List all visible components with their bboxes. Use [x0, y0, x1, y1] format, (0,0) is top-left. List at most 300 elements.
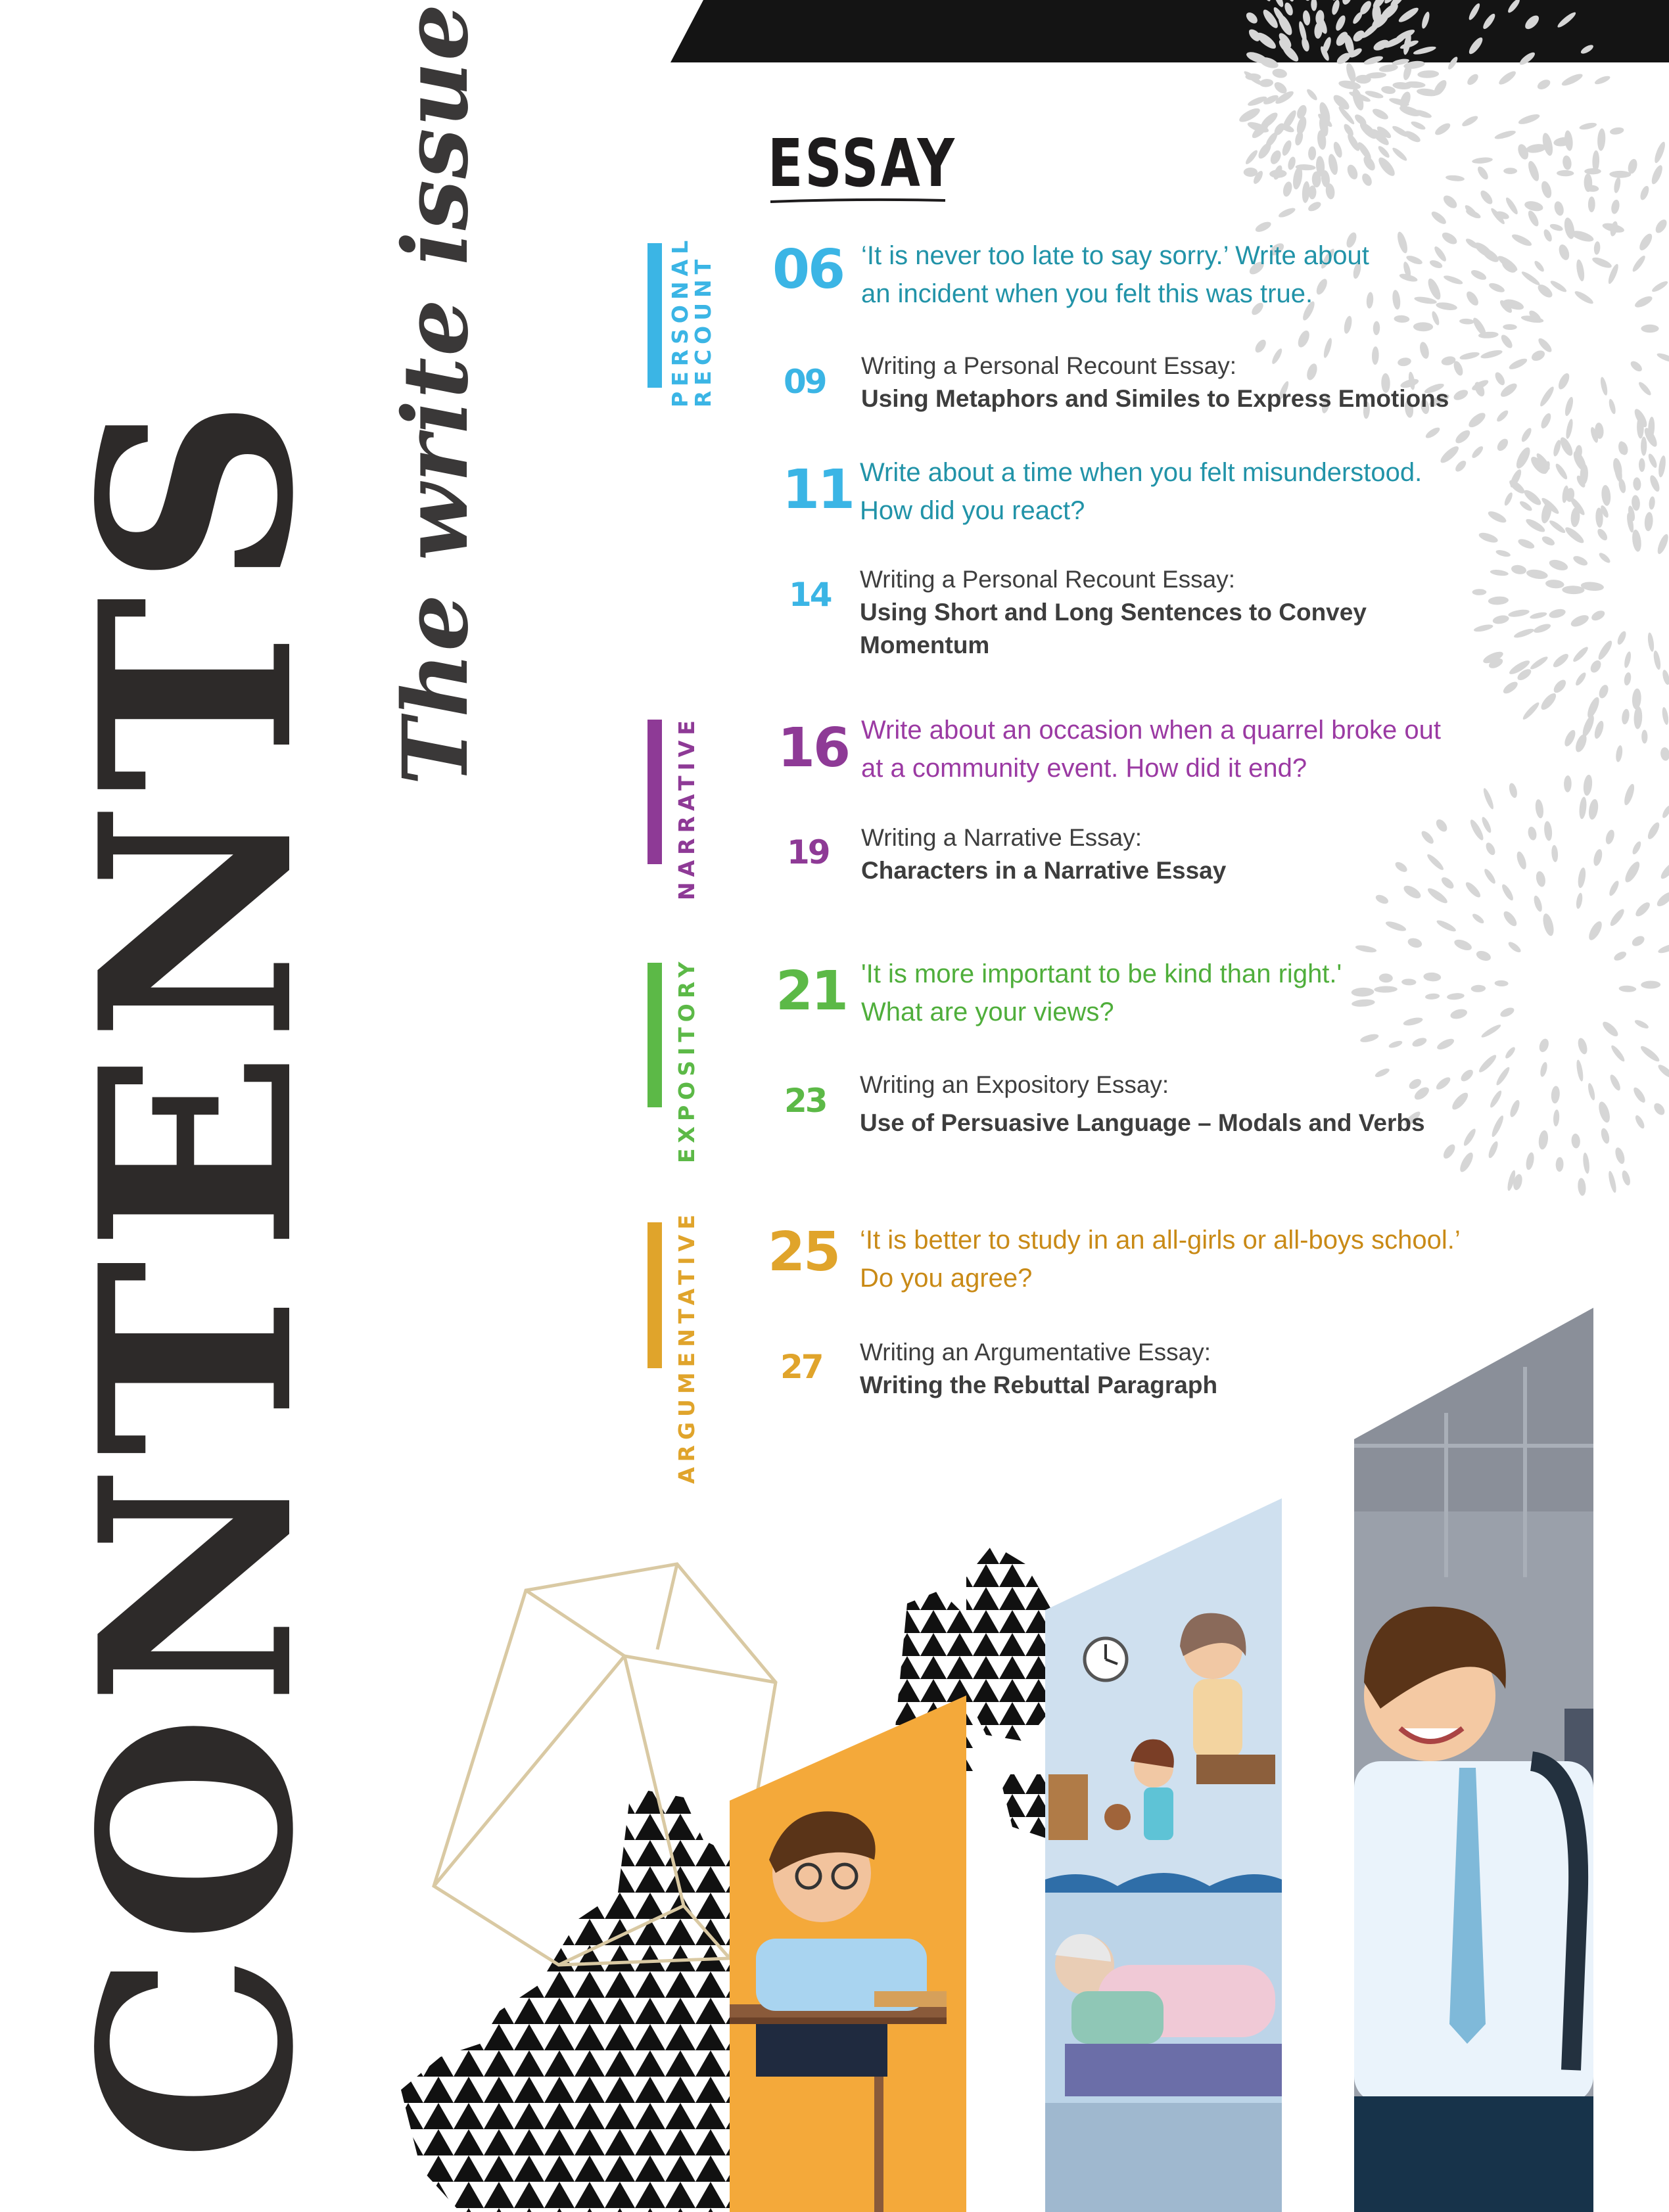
brush-stroke-mark	[1413, 322, 1433, 331]
brush-stroke-mark	[1587, 1082, 1596, 1101]
brush-stroke-mark	[1553, 1109, 1560, 1126]
section-heading: ESSAY	[768, 125, 957, 202]
brush-stroke-mark	[1540, 180, 1553, 200]
brush-stroke-mark	[1472, 156, 1493, 164]
brush-stroke-mark	[1592, 150, 1600, 172]
brush-stroke-mark	[1410, 120, 1426, 131]
brush-stroke-mark	[1302, 0, 1312, 1]
brush-stroke-mark	[1553, 200, 1565, 217]
brush-stroke-mark	[1526, 209, 1541, 227]
category-bar-expository	[647, 963, 662, 1107]
brush-stroke-mark	[1578, 796, 1587, 819]
brush-stroke-mark	[1514, 446, 1533, 471]
brush-stroke-mark	[1580, 43, 1595, 55]
brush-stroke-mark	[1352, 998, 1375, 1007]
brush-stroke-mark	[1438, 444, 1461, 465]
page-number[interactable]: 19	[787, 833, 829, 871]
brush-stroke-mark	[1478, 531, 1499, 545]
category-label-personal-recount: PERSONAL RECOUNT	[667, 235, 716, 407]
brush-stroke-mark	[1259, 78, 1274, 87]
brush-stroke-mark	[1436, 918, 1457, 933]
student-at-desk-panel	[730, 1695, 966, 2212]
brush-stroke-mark	[1477, 1053, 1498, 1074]
brush-stroke-mark	[1520, 269, 1541, 287]
brush-stroke-mark	[1622, 860, 1642, 885]
brush-stroke-mark	[1631, 841, 1643, 856]
brush-stroke-mark	[1461, 114, 1479, 129]
brush-stroke-mark	[1579, 122, 1597, 131]
brush-stroke-mark	[1632, 688, 1642, 710]
brush-stroke-mark	[1639, 1044, 1661, 1064]
brush-stroke-mark	[1447, 992, 1465, 1000]
brush-stroke-mark	[1508, 782, 1518, 798]
brush-stroke-mark	[1631, 254, 1647, 273]
brush-stroke-mark	[1359, 1032, 1380, 1044]
brush-stroke-mark	[1574, 671, 1587, 687]
brush-stroke-mark	[1548, 518, 1567, 535]
brush-stroke-mark	[1277, 206, 1296, 219]
brush-stroke-mark	[1420, 829, 1436, 846]
brush-stroke-mark	[1396, 231, 1409, 254]
brush-stroke-mark	[1649, 164, 1664, 185]
brush-stroke-mark	[1551, 845, 1558, 863]
brush-stroke-mark	[1593, 720, 1605, 739]
brush-stroke-mark	[1244, 11, 1259, 26]
brush-stroke-mark	[1481, 12, 1497, 30]
brush-stroke-mark	[1629, 359, 1644, 373]
brush-stroke-mark	[1577, 1178, 1586, 1196]
brush-stroke-mark	[1558, 436, 1575, 458]
brush-stroke-mark	[1414, 296, 1438, 306]
brush-stroke-mark	[1584, 173, 1592, 192]
brush-stroke-mark	[1379, 973, 1394, 983]
brush-stroke-mark	[1504, 1046, 1517, 1059]
heading-underline	[769, 197, 947, 204]
brush-stroke-mark	[1582, 774, 1593, 796]
brush-stroke-mark	[1641, 729, 1647, 743]
brush-stroke-mark	[1639, 458, 1645, 472]
brush-stroke-mark	[1590, 609, 1607, 622]
brush-stroke-mark	[1541, 132, 1555, 157]
category-label-narrative: NARRATIVE	[674, 715, 699, 900]
brush-stroke-mark	[1488, 596, 1509, 606]
brush-stroke-mark	[1620, 1170, 1632, 1187]
brush-stroke-mark	[1545, 579, 1565, 589]
brush-stroke-mark	[1576, 1037, 1589, 1055]
toc-entry-prompt[interactable]: 'It is more important to be kind than right.' What are your views?	[861, 959, 1342, 1026]
brush-stroke-mark	[1463, 204, 1479, 219]
brush-stroke-mark	[1526, 568, 1549, 581]
toc-entry-prompt[interactable]: Write about a time when you felt misunderstood. How did you react?	[860, 458, 1422, 525]
brush-stroke-mark	[1630, 934, 1646, 948]
brush-stroke-mark	[1511, 232, 1533, 248]
toc-entry-lesson[interactable]: Writing an Expository Essay: Use of Persuasive Language – Modals and Verbs	[860, 1071, 1425, 1136]
page-number[interactable]: 25	[768, 1221, 839, 1283]
brush-stroke-mark	[1426, 852, 1446, 871]
brush-stroke-mark	[1532, 622, 1551, 635]
category-label-expository: EXPOSITORY	[674, 956, 699, 1163]
page-number[interactable]: 16	[778, 717, 849, 779]
toc-entry-prompt[interactable]: ‘It is never too late to say sorry.’ Write about an incident when you felt this was true.	[861, 241, 1369, 308]
brush-stroke-mark	[1334, 14, 1347, 32]
brush-stroke-mark	[1656, 352, 1669, 364]
brush-stroke-mark	[1621, 708, 1630, 725]
brush-stroke-mark	[1551, 652, 1570, 670]
category-bar-narrative	[647, 720, 662, 864]
brush-stroke-mark	[1557, 371, 1572, 390]
brush-stroke-mark	[1499, 333, 1515, 350]
brush-stroke-mark	[1634, 1019, 1650, 1030]
brush-stroke-mark	[1424, 426, 1441, 440]
brush-stroke-mark	[1539, 691, 1559, 712]
brush-stroke-mark	[1604, 829, 1616, 845]
brush-stroke-mark	[1601, 484, 1611, 506]
brush-stroke-mark	[1641, 436, 1647, 455]
brush-stroke-mark	[1351, 987, 1374, 997]
brush-stroke-mark	[1464, 880, 1483, 899]
brush-stroke-mark	[1556, 11, 1578, 30]
brush-stroke-mark	[1516, 537, 1536, 550]
brush-stroke-mark	[1564, 130, 1574, 152]
brush-stroke-mark	[1443, 274, 1464, 286]
brush-stroke-mark	[1305, 87, 1319, 101]
brush-stroke-mark	[1591, 256, 1613, 270]
brush-stroke-mark	[1577, 867, 1587, 888]
brush-stroke-mark	[1574, 733, 1589, 754]
brush-stroke-mark	[1384, 919, 1407, 933]
brush-stroke-mark	[1492, 614, 1510, 625]
brush-stroke-mark	[1597, 683, 1610, 699]
brush-stroke-mark	[1490, 569, 1509, 577]
brush-stroke-mark	[1417, 70, 1439, 78]
brush-stroke-mark	[1503, 324, 1517, 330]
brush-stroke-mark	[1596, 639, 1614, 661]
brush-stroke-mark	[1535, 870, 1547, 888]
brush-stroke-mark	[1597, 551, 1612, 565]
brush-stroke-mark	[1346, 163, 1360, 181]
brush-stroke-mark	[1524, 200, 1544, 213]
brush-stroke-mark	[1653, 650, 1662, 670]
brush-stroke-mark	[1244, 149, 1259, 166]
page-number[interactable]: 21	[776, 960, 847, 1023]
brush-stroke-mark	[1467, 2, 1482, 21]
brush-stroke-mark	[1653, 141, 1667, 164]
brush-stroke-mark	[1446, 175, 1465, 182]
brush-stroke-mark	[1632, 1086, 1647, 1104]
brush-stroke-mark	[1623, 672, 1632, 686]
brush-stroke-mark	[1487, 1140, 1500, 1159]
brush-stroke-mark	[1397, 5, 1420, 24]
brush-stroke-mark	[1563, 525, 1586, 545]
brush-stroke-mark	[1360, 172, 1374, 187]
brush-stroke-mark	[1569, 613, 1590, 630]
brush-stroke-mark	[1482, 787, 1495, 810]
brush-stroke-mark	[1432, 245, 1448, 264]
brush-stroke-mark	[1296, 329, 1311, 349]
brush-stroke-mark	[1648, 474, 1661, 493]
brush-stroke-mark	[1457, 1151, 1475, 1174]
toc-entry-lesson[interactable]: Writing a Personal Recount Essay: Using Metaphors and Similes to Express Emotions	[861, 352, 1449, 412]
brush-stroke-mark	[1661, 706, 1669, 725]
brush-stroke-mark	[1584, 168, 1601, 174]
brush-stroke-mark	[1551, 1086, 1561, 1104]
page-number[interactable]: 14	[789, 576, 831, 614]
brush-stroke-mark	[1441, 193, 1459, 211]
schoolboy-with-backpack-panel	[1354, 1308, 1593, 2212]
brush-stroke-mark	[1508, 357, 1529, 372]
brush-stroke-mark	[1503, 492, 1514, 507]
brush-stroke-mark	[1434, 1075, 1452, 1092]
brush-stroke-mark	[1521, 701, 1541, 721]
brush-stroke-mark	[1563, 396, 1574, 417]
brush-stroke-mark	[1557, 170, 1574, 177]
brush-stroke-mark	[1633, 477, 1641, 491]
toc-entry-prompt[interactable]: Write about an occasion when a quarrel broke out at a community event. How did it end?	[861, 716, 1442, 783]
brush-stroke-mark	[1308, 146, 1317, 160]
brush-stroke-mark	[1593, 241, 1601, 255]
brush-stroke-mark	[1459, 351, 1480, 361]
brush-stroke-mark	[1440, 875, 1455, 890]
contents-title: CONTENTS	[43, 388, 352, 2162]
brush-stroke-mark	[1472, 589, 1486, 595]
brush-stroke-mark	[1446, 55, 1459, 70]
page-number[interactable]: 09	[784, 363, 826, 401]
brush-stroke-mark	[1586, 919, 1604, 942]
brush-stroke-mark	[1652, 1101, 1667, 1117]
brush-stroke-mark	[1340, 0, 1353, 6]
brush-stroke-mark	[1539, 1061, 1548, 1077]
brush-stroke-mark	[1525, 1151, 1536, 1170]
grandmother-and-child-panel	[1045, 1498, 1282, 1906]
brush-stroke-mark	[1511, 564, 1527, 575]
page-number[interactable]: 06	[772, 239, 844, 301]
brush-stroke-mark	[1551, 678, 1568, 695]
brush-stroke-mark	[1449, 1007, 1469, 1021]
brush-stroke-mark	[1541, 913, 1555, 937]
brush-stroke-mark	[1480, 816, 1493, 834]
brush-stroke-mark	[1575, 892, 1584, 910]
brush-stroke-mark	[1618, 985, 1636, 992]
brush-stroke-mark	[1440, 230, 1459, 246]
brush-stroke-mark	[1616, 630, 1628, 646]
brush-stroke-mark	[1507, 940, 1522, 954]
brush-stroke-mark	[1482, 867, 1497, 885]
page-number[interactable]: 27	[780, 1348, 822, 1386]
brush-stroke-mark	[1608, 879, 1621, 897]
brush-stroke-mark	[1501, 910, 1519, 929]
brush-stroke-mark	[1593, 74, 1611, 85]
brush-stroke-mark	[1661, 669, 1669, 685]
brush-stroke-mark	[1254, 219, 1273, 234]
brush-stroke-mark	[1503, 168, 1517, 174]
brush-stroke-mark	[1548, 558, 1569, 572]
brush-stroke-mark	[1641, 980, 1660, 988]
brush-stroke-mark	[1538, 1130, 1549, 1150]
brush-stroke-mark	[1436, 1037, 1456, 1052]
brush-stroke-mark	[1430, 310, 1440, 326]
brush-stroke-mark	[1564, 775, 1572, 793]
brush-stroke-mark	[1555, 1157, 1563, 1172]
brush-stroke-mark	[1302, 10, 1311, 26]
brush-stroke-mark	[1462, 1127, 1478, 1147]
brush-stroke-mark	[1609, 171, 1631, 178]
brush-stroke-mark	[1615, 745, 1624, 762]
brush-stroke-mark	[1631, 529, 1642, 552]
brush-stroke-mark	[1549, 223, 1564, 233]
brush-stroke-mark	[1508, 1099, 1521, 1118]
brush-stroke-mark	[1562, 586, 1584, 595]
brush-stroke-mark	[1470, 268, 1488, 282]
brush-stroke-mark	[1644, 512, 1654, 532]
brush-stroke-mark	[1587, 798, 1599, 820]
brush-stroke-mark	[1476, 165, 1490, 181]
brush-stroke-mark	[1571, 645, 1589, 664]
brush-stroke-mark	[1433, 121, 1452, 137]
brush-stroke-mark	[1373, 321, 1380, 335]
brush-stroke-mark	[1490, 1115, 1505, 1138]
brush-stroke-mark	[1657, 455, 1666, 478]
brush-stroke-mark	[1658, 860, 1669, 881]
toc-entry-lesson[interactable]: Writing a Personal Recount Essay: Using Short and Long Sentences to Convey Momentum	[860, 566, 1367, 658]
brush-stroke-mark	[1237, 106, 1261, 125]
brush-stroke-mark	[1538, 385, 1556, 408]
brush-stroke-mark	[1423, 972, 1442, 982]
brush-stroke-mark	[1518, 51, 1536, 67]
brush-stroke-mark	[1363, 55, 1384, 66]
brush-stroke-mark	[1425, 993, 1440, 1000]
brush-stroke-mark	[1493, 371, 1507, 386]
brush-stroke-mark	[1609, 1044, 1626, 1063]
category-label-argumentative: ARGUMENTATIVE	[674, 1209, 699, 1484]
brush-stroke-mark	[1608, 398, 1617, 415]
brush-stroke-mark	[1465, 72, 1480, 87]
brush-stroke-mark	[1623, 651, 1632, 669]
brush-stroke-mark	[1588, 658, 1603, 674]
brush-stroke-mark	[1653, 218, 1669, 235]
brush-stroke-mark	[1480, 1023, 1503, 1039]
brush-stroke-mark	[1494, 129, 1517, 141]
toc-entry-lesson[interactable]: Writing a Narrative Essay: Characters in a Narrative Essay	[861, 824, 1227, 884]
toc-entry-prompt[interactable]: ‘It is better to study in an all-girls or all-boys school.’ Do you agree?	[860, 1226, 1461, 1293]
brush-stroke-mark	[1480, 348, 1503, 360]
category-bar-personal-recount	[647, 243, 662, 388]
brush-stroke-mark	[1488, 281, 1505, 294]
brush-stroke-mark	[1536, 78, 1551, 91]
brush-stroke-mark	[1571, 1134, 1581, 1149]
brush-stroke-mark	[1281, 139, 1293, 157]
brush-stroke-mark	[1392, 289, 1401, 310]
brush-stroke-mark	[1484, 841, 1497, 856]
brush-stroke-mark	[1600, 1127, 1611, 1144]
brush-stroke-mark	[1573, 289, 1595, 306]
brush-stroke-mark	[1499, 1005, 1515, 1019]
brush-stroke-mark	[1394, 315, 1409, 323]
brush-stroke-mark	[1660, 747, 1669, 761]
brush-stroke-mark	[1294, 130, 1304, 146]
brush-stroke-mark	[1639, 185, 1651, 201]
brush-stroke-mark	[1612, 950, 1628, 962]
brush-stroke-mark	[1256, 0, 1273, 3]
page-number[interactable]: 11	[782, 459, 854, 521]
brush-stroke-mark	[1539, 412, 1553, 430]
brush-stroke-mark	[1520, 426, 1533, 443]
brush-stroke-mark	[1495, 437, 1510, 453]
brush-stroke-mark	[1441, 1142, 1457, 1161]
brush-stroke-mark	[1375, 893, 1390, 906]
brush-stroke-mark	[1388, 1040, 1403, 1049]
brush-stroke-mark	[1657, 1063, 1669, 1080]
brush-stroke-mark	[1428, 258, 1444, 269]
brush-stroke-mark	[1403, 1016, 1424, 1027]
brush-stroke-mark	[1394, 860, 1409, 874]
brush-stroke-mark	[1459, 1068, 1475, 1084]
brush-stroke-mark	[1453, 428, 1472, 446]
brush-stroke-mark	[1497, 69, 1517, 87]
brush-stroke-mark	[1286, 0, 1296, 3]
brush-stroke-mark	[1647, 632, 1655, 652]
brush-stroke-mark	[1282, 181, 1294, 198]
brush-stroke-mark	[1470, 445, 1485, 460]
brush-stroke-mark	[1607, 1170, 1618, 1193]
brush-stroke-mark	[1244, 168, 1258, 177]
brush-stroke-mark	[1599, 377, 1609, 396]
brush-stroke-mark	[1548, 607, 1566, 619]
brush-stroke-mark	[1530, 348, 1546, 363]
brush-stroke-mark	[1355, 944, 1377, 954]
brush-stroke-mark	[1554, 462, 1569, 480]
brush-stroke-mark	[1529, 655, 1549, 671]
brush-stroke-mark	[1646, 821, 1662, 841]
brush-stroke-mark	[1478, 189, 1495, 206]
brush-stroke-mark	[1374, 986, 1398, 993]
brush-stroke-mark	[1283, 1, 1294, 16]
brush-stroke-mark	[1506, 0, 1521, 14]
brush-stroke-mark	[1533, 260, 1545, 273]
brush-stroke-mark	[1327, 153, 1339, 175]
brush-stroke-mark	[1500, 883, 1515, 902]
brush-stroke-mark	[1634, 706, 1643, 729]
brush-stroke-mark	[1527, 826, 1538, 841]
brush-stroke-mark	[1453, 938, 1473, 953]
brush-stroke-mark	[1572, 554, 1589, 567]
issue-subtitle: The write issue	[383, 2, 488, 785]
brush-stroke-mark	[1634, 900, 1652, 919]
brush-stroke-mark	[1426, 886, 1449, 906]
brush-stroke-mark	[1523, 13, 1541, 32]
brush-stroke-mark	[1495, 1066, 1512, 1087]
brush-stroke-mark	[1542, 228, 1553, 242]
brush-stroke-mark	[1401, 883, 1422, 901]
brush-stroke-mark	[1471, 984, 1486, 992]
brush-stroke-mark	[1517, 112, 1541, 126]
brush-stroke-mark	[1609, 1073, 1622, 1092]
brush-stroke-mark	[1413, 45, 1437, 56]
brush-stroke-mark	[1473, 623, 1493, 633]
page-number[interactable]: 23	[784, 1082, 826, 1120]
brush-stroke-mark	[1622, 783, 1636, 806]
brush-stroke-mark	[1595, 527, 1609, 542]
brush-stroke-mark	[1453, 459, 1468, 473]
brush-stroke-mark	[1449, 1090, 1470, 1112]
toc-entry-lesson[interactable]: Writing an Argumentative Essay: Writing the Rebuttal Paragraph	[860, 1339, 1218, 1398]
brush-stroke-mark	[1330, 0, 1341, 16]
brush-stroke-mark	[1376, 145, 1391, 159]
brush-stroke-mark	[1271, 68, 1287, 79]
brush-stroke-mark	[1495, 409, 1510, 423]
brush-stroke-mark	[1561, 72, 1584, 88]
brush-stroke-mark	[1515, 850, 1528, 871]
brush-stroke-mark	[1651, 279, 1669, 294]
